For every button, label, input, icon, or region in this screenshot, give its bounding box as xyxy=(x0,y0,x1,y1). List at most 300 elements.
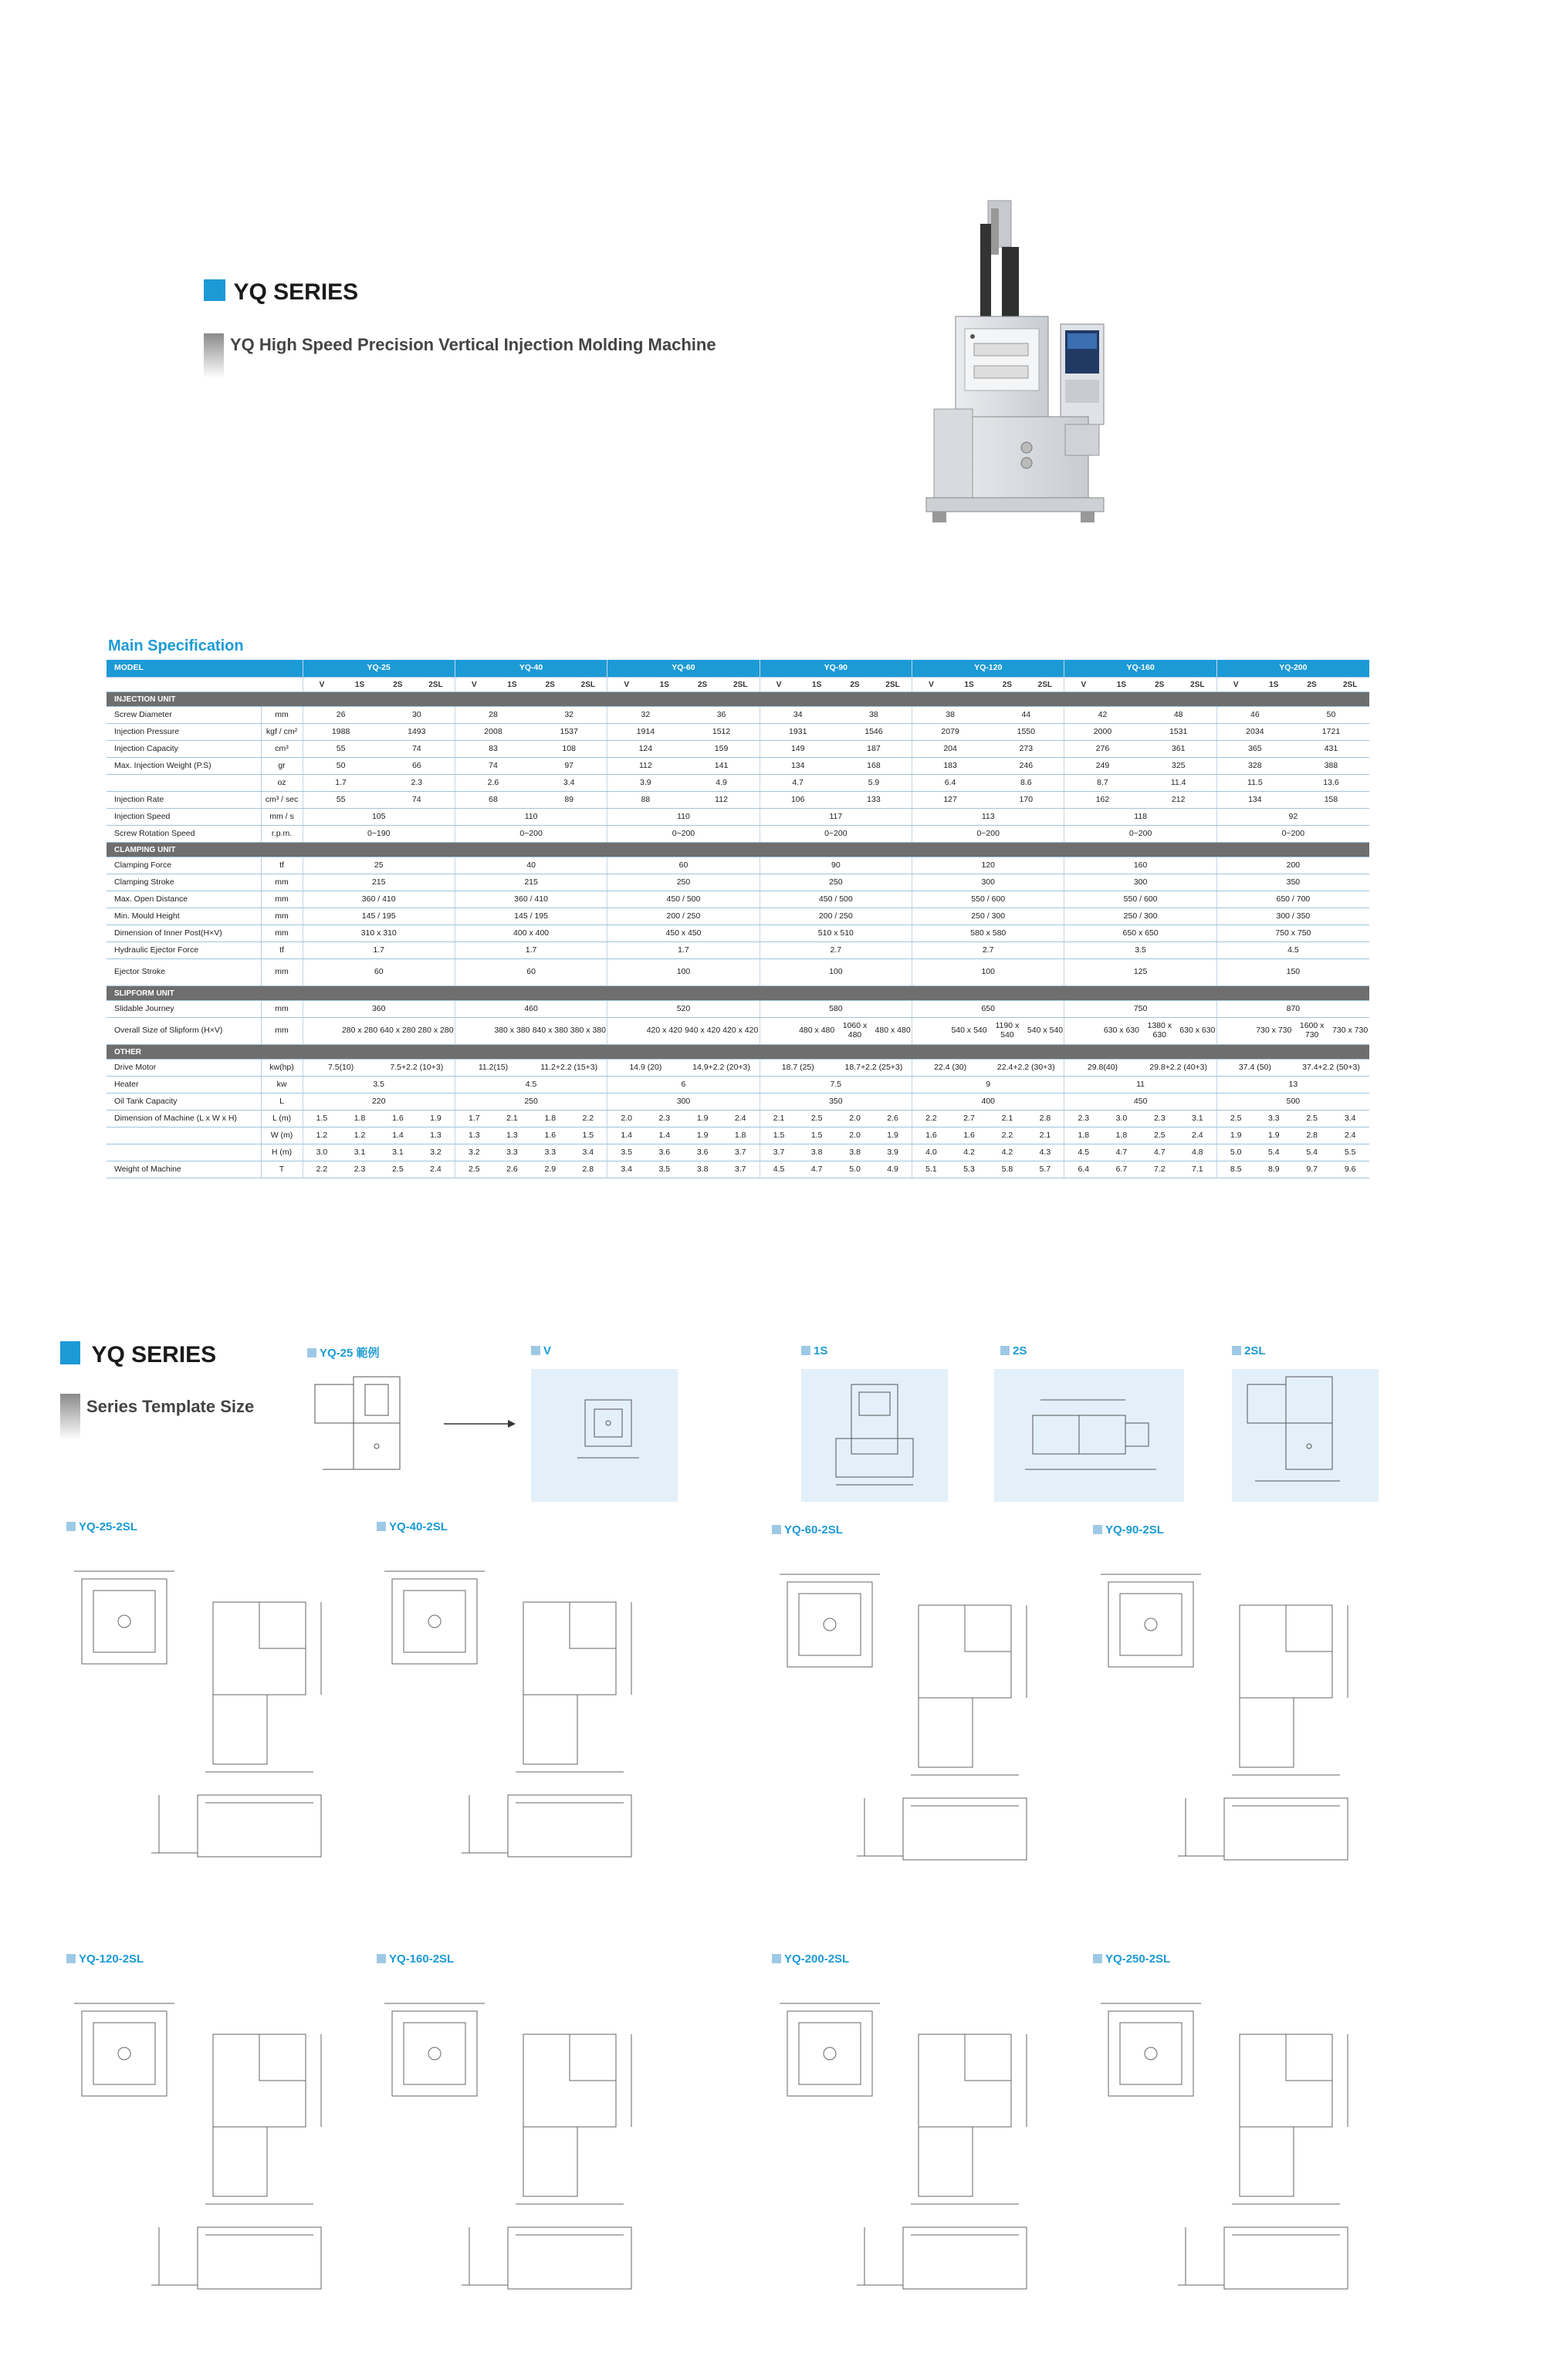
value-cell: 4.7 xyxy=(1102,1144,1140,1161)
template-series-title: YQ SERIES xyxy=(91,1342,217,1367)
row-unit: mm xyxy=(261,1018,303,1045)
value-cell: 5.7 xyxy=(1027,1161,1064,1178)
value-cell: 100 xyxy=(607,959,760,986)
technical-drawing xyxy=(772,1973,1073,2297)
value-cell: 2034 xyxy=(1216,724,1293,741)
value-cell: 30 xyxy=(379,707,455,724)
value-cell xyxy=(1064,1018,1102,1045)
value-cell: 3.8 xyxy=(797,1144,835,1161)
value-cell: 480 x 480 xyxy=(797,1018,835,1045)
label-yq40-2sl: YQ-40-2SL xyxy=(377,1520,448,1533)
spec-row xyxy=(107,707,1369,724)
value-cell: 2.7 xyxy=(912,942,1064,959)
row-unit: mm / s xyxy=(261,809,303,826)
value-cell: 450 x 450 xyxy=(607,925,760,942)
value-cell: 1.2 xyxy=(340,1127,378,1144)
value-cell: 37.4 (50) xyxy=(1216,1060,1293,1077)
value-cell: 2.6 xyxy=(493,1161,531,1178)
value-cell: 280 x 280 xyxy=(340,1018,378,1045)
value-cell: 7.5 xyxy=(760,1077,912,1094)
value-cell: 0~200 xyxy=(760,826,912,843)
spec-row xyxy=(107,826,1369,843)
value-cell: 28 xyxy=(455,707,531,724)
value-cell: 3.7 xyxy=(760,1144,797,1161)
value-cell: 3.5 xyxy=(607,1144,645,1161)
value-cell: 250 / 300 xyxy=(912,908,1064,925)
value-cell: 2.8 xyxy=(1027,1111,1064,1127)
value-cell: 32 xyxy=(607,707,684,724)
label-yq120-2sl: YQ-120-2SL xyxy=(66,1952,144,1966)
value-cell: 11 xyxy=(1064,1077,1216,1094)
label-yq60-2sl: YQ-60-2SL xyxy=(772,1523,843,1537)
value-cell: 5.4 xyxy=(1255,1144,1293,1161)
value-cell: 380 x 380 xyxy=(493,1018,531,1045)
row-label: Drive Motor xyxy=(107,1060,261,1077)
value-cell: 1.6 xyxy=(531,1127,569,1144)
value-cell: 2.3 xyxy=(340,1161,378,1178)
value-cell: 350 xyxy=(760,1094,912,1111)
row-label xyxy=(107,1144,261,1161)
value-cell: 4.5 xyxy=(1216,942,1369,959)
value-cell: 1.7 xyxy=(607,942,760,959)
value-cell: 133 xyxy=(836,792,912,809)
value-cell: 3.6 xyxy=(683,1144,721,1161)
value-cell: 2.1 xyxy=(988,1111,1026,1127)
value-cell: 2.1 xyxy=(493,1111,531,1127)
gradient-bar xyxy=(204,333,224,378)
value-cell: 550 / 600 xyxy=(912,891,1064,908)
value-cell: 36 xyxy=(683,707,760,724)
value-cell: 13 xyxy=(1216,1077,1369,1094)
value-cell: 1060 x 480 xyxy=(836,1018,874,1045)
value-cell: 4.7 xyxy=(1141,1144,1179,1161)
model-name: YQ-25 xyxy=(303,660,455,678)
value-cell: 55 xyxy=(303,792,379,809)
value-cell: 6.4 xyxy=(912,775,989,792)
variant-cell: V xyxy=(1216,678,1254,692)
value-cell: 125 xyxy=(1064,959,1216,986)
value-cell: 300 / 350 xyxy=(1216,908,1369,925)
value-cell: 7.5(10) xyxy=(303,1060,379,1077)
value-cell: 34 xyxy=(760,707,836,724)
value-cell: 32 xyxy=(531,707,607,724)
value-cell: 200 / 250 xyxy=(760,908,912,925)
row-label: Ejector Stroke xyxy=(107,959,261,986)
value-cell: 360 xyxy=(303,1001,455,1018)
value-cell: 1988 xyxy=(303,724,379,741)
value-cell: 4.8 xyxy=(1179,1144,1216,1161)
value-cell: 2.5 xyxy=(797,1111,835,1127)
value-cell: 8.7 xyxy=(1064,775,1141,792)
value-cell: 66 xyxy=(379,758,455,775)
value-cell: 1.8 xyxy=(1102,1127,1140,1144)
variant-cell: 2S xyxy=(836,678,874,692)
value-cell: 3.0 xyxy=(1102,1111,1140,1127)
value-cell: 105 xyxy=(303,809,455,826)
value-cell: 3.6 xyxy=(645,1144,683,1161)
value-cell: 60 xyxy=(607,857,760,874)
value-cell: 83 xyxy=(455,741,531,758)
variant-cell: 2SL xyxy=(1331,678,1369,692)
value-cell: 220 xyxy=(303,1094,455,1111)
value-cell: 246 xyxy=(988,758,1064,775)
value-cell: 310 x 310 xyxy=(303,925,455,942)
value-cell: 350 xyxy=(1216,874,1369,891)
value-cell: 1.6 xyxy=(912,1127,950,1144)
value-cell: 450 / 500 xyxy=(607,891,760,908)
section-title: SLIPFORM UNIT xyxy=(107,986,1369,1001)
value-cell: 420 x 420 xyxy=(645,1018,683,1045)
label-2s: 2S xyxy=(1000,1344,1027,1357)
label-v: V xyxy=(531,1344,551,1357)
value-cell: 1.9 xyxy=(874,1127,912,1144)
value-cell: 60 xyxy=(303,959,455,986)
value-cell: 4.9 xyxy=(683,775,760,792)
value-cell: 100 xyxy=(760,959,912,986)
row-unit: kgf / cm² xyxy=(261,724,303,741)
value-cell: 6.4 xyxy=(1064,1161,1102,1178)
value-cell: 3.1 xyxy=(379,1144,417,1161)
label-yq250-2sl: YQ-250-2SL xyxy=(1093,1952,1170,1966)
value-cell: 2.0 xyxy=(836,1111,874,1127)
value-cell: 3.5 xyxy=(645,1161,683,1178)
value-cell: 4.7 xyxy=(797,1161,835,1178)
value-cell: 4.3 xyxy=(1027,1144,1064,1161)
value-cell: 2.0 xyxy=(607,1111,645,1127)
value-cell: 250 / 300 xyxy=(1064,908,1216,925)
value-cell: 2.2 xyxy=(988,1127,1026,1144)
value-cell: 100 xyxy=(912,959,1064,986)
model-name: YQ-60 xyxy=(607,660,760,678)
value-cell: 215 xyxy=(455,874,607,891)
value-cell: 118 xyxy=(1064,809,1216,826)
value-cell: 520 xyxy=(607,1001,760,1018)
value-cell: 2.4 xyxy=(722,1111,760,1127)
row-label: Min. Mould Height xyxy=(107,908,261,925)
blue-square-icon xyxy=(60,1341,80,1364)
variant-cell: V xyxy=(760,678,797,692)
value-cell: 1.4 xyxy=(379,1127,417,1144)
value-cell: 50 xyxy=(303,758,379,775)
row-unit: L (m) xyxy=(261,1111,303,1127)
value-cell: 124 xyxy=(607,741,684,758)
blue-square-icon xyxy=(204,279,225,301)
row-unit: mm xyxy=(261,874,303,891)
value-cell: 3.4 xyxy=(531,775,607,792)
value-cell: 1.5 xyxy=(569,1127,607,1144)
row-unit: mm xyxy=(261,925,303,942)
row-label: Slidable Journey xyxy=(107,1001,261,1018)
value-cell: 1.4 xyxy=(645,1127,683,1144)
row-label xyxy=(107,1127,261,1144)
value-cell: 431 xyxy=(1293,741,1369,758)
value-cell: 3.9 xyxy=(874,1144,912,1161)
value-cell: 1.6 xyxy=(950,1127,988,1144)
value-cell: 38 xyxy=(836,707,912,724)
value-cell: 2.2 xyxy=(569,1111,607,1127)
series-header xyxy=(204,279,358,307)
value-cell: 250 xyxy=(455,1094,607,1111)
value-cell: 325 xyxy=(1141,758,1217,775)
value-cell: 8.5 xyxy=(1216,1161,1254,1178)
template-2s-box xyxy=(994,1369,1184,1502)
value-cell: 3.9 xyxy=(607,775,684,792)
value-cell: 40 xyxy=(455,857,607,874)
value-cell: 420 x 420 xyxy=(722,1018,760,1045)
value-cell: 5.3 xyxy=(950,1161,988,1178)
value-cell: 68 xyxy=(455,792,531,809)
row-label: Clamping Force xyxy=(107,857,261,874)
value-cell: 1.4 xyxy=(607,1127,645,1144)
row-label: Clamping Stroke xyxy=(107,874,261,891)
value-cell xyxy=(760,1018,797,1045)
value-cell: 160 xyxy=(1064,857,1216,874)
model-row xyxy=(107,660,1369,678)
value-cell: 360 / 410 xyxy=(303,891,455,908)
row-label: Dimension of Inner Post(H×V) xyxy=(107,925,261,942)
blank-cell xyxy=(107,678,303,692)
value-cell xyxy=(455,1018,492,1045)
variant-cell: V xyxy=(303,678,340,692)
value-cell: 74 xyxy=(379,792,455,809)
row-label: Dimension of Machine (L x W x H) xyxy=(107,1111,261,1127)
value-cell: 25 xyxy=(303,857,455,874)
spec-row xyxy=(107,724,1369,741)
spec-row xyxy=(107,1077,1369,1094)
value-cell: 14.9 (20) xyxy=(607,1060,684,1077)
row-label xyxy=(107,775,261,792)
value-cell: 1.9 xyxy=(683,1127,721,1144)
row-unit: tf xyxy=(261,942,303,959)
value-cell: 650 x 650 xyxy=(1064,925,1216,942)
value-cell: 2.9 xyxy=(531,1161,569,1178)
spec-row xyxy=(107,775,1369,792)
variant-cell: 1S xyxy=(1255,678,1293,692)
section-row xyxy=(107,986,1369,1001)
value-cell: 74 xyxy=(379,741,455,758)
value-cell: 280 x 280 xyxy=(417,1018,455,1045)
value-cell: 1.6 xyxy=(379,1111,417,1127)
value-cell: 3.5 xyxy=(1064,942,1216,959)
spec-row xyxy=(107,891,1369,908)
spec-table xyxy=(107,660,1369,1178)
value-cell: 2.4 xyxy=(417,1161,455,1178)
value-cell: 37.4+2.2 (50+3) xyxy=(1293,1060,1369,1077)
technical-drawing xyxy=(66,1973,367,2297)
spec-row xyxy=(107,1111,1369,1127)
value-cell: 134 xyxy=(1216,792,1293,809)
row-label: Injection Rate xyxy=(107,792,261,809)
variant-cell: 2SL xyxy=(417,678,455,692)
value-cell: 3.2 xyxy=(455,1144,492,1161)
value-cell: 0~190 xyxy=(303,826,455,843)
spec-row xyxy=(107,741,1369,758)
value-cell: 7.1 xyxy=(1179,1161,1216,1178)
value-cell: 550 / 600 xyxy=(1064,891,1216,908)
value-cell: 145 / 195 xyxy=(303,908,455,925)
row-label: Screw Rotation Speed xyxy=(107,826,261,843)
row-unit: mm xyxy=(261,959,303,986)
value-cell: 1.3 xyxy=(417,1127,455,1144)
value-cell: 5.0 xyxy=(836,1161,874,1178)
value-cell: 108 xyxy=(531,741,607,758)
value-cell: 750 xyxy=(1064,1001,1216,1018)
spec-row xyxy=(107,1161,1369,1178)
value-cell: 18.7 (25) xyxy=(760,1060,836,1077)
value-cell: 2.3 xyxy=(645,1111,683,1127)
value-cell: 1.9 xyxy=(417,1111,455,1127)
value-cell: 650 / 700 xyxy=(1216,891,1369,908)
value-cell: 11.5 xyxy=(1216,775,1293,792)
value-cell: 200 xyxy=(1216,857,1369,874)
value-cell: 1.3 xyxy=(455,1127,492,1144)
value-cell: 3.3 xyxy=(1255,1111,1293,1127)
value-cell: 2.5 xyxy=(1293,1111,1331,1127)
value-cell: 1.9 xyxy=(1216,1127,1254,1144)
value-cell: 89 xyxy=(531,792,607,809)
value-cell: 1721 xyxy=(1293,724,1369,741)
value-cell: 388 xyxy=(1293,758,1369,775)
technical-drawing xyxy=(66,1540,367,1864)
value-cell: 2.3 xyxy=(379,775,455,792)
value-cell: 0~200 xyxy=(455,826,607,843)
template-1s-box xyxy=(801,1369,948,1502)
value-cell: 2.3 xyxy=(1141,1111,1179,1127)
value-cell: 74 xyxy=(455,758,531,775)
value-cell: 168 xyxy=(836,758,912,775)
value-cell: 1914 xyxy=(607,724,684,741)
value-cell: 1546 xyxy=(836,724,912,741)
value-cell: 361 xyxy=(1141,741,1217,758)
value-cell: 540 x 540 xyxy=(1027,1018,1064,1045)
technical-drawing xyxy=(772,1543,1073,1868)
value-cell xyxy=(303,1018,340,1045)
value-cell: 127 xyxy=(912,792,989,809)
value-cell: 450 / 500 xyxy=(760,891,912,908)
model-name: YQ-120 xyxy=(912,660,1064,678)
value-cell: 212 xyxy=(1141,792,1217,809)
row-label: Oil Tank Capacity xyxy=(107,1094,261,1111)
row-unit: cm³ / sec xyxy=(261,792,303,809)
value-cell: 1537 xyxy=(531,724,607,741)
spec-row xyxy=(107,874,1369,891)
value-cell: 1600 x 730 xyxy=(1293,1018,1331,1045)
value-cell: 1531 xyxy=(1141,724,1217,741)
value-cell: 840 x 380 xyxy=(531,1018,569,1045)
page-subtitle: YQ High Speed Precision Vertical Injection Molding Machine xyxy=(230,335,716,354)
value-cell: 110 xyxy=(607,809,760,826)
value-cell: 4.5 xyxy=(760,1161,797,1178)
row-label: Injection Pressure xyxy=(107,724,261,741)
value-cell: 2079 xyxy=(912,724,989,741)
label-yq160-2sl: YQ-160-2SL xyxy=(377,1952,454,1966)
value-cell: 55 xyxy=(303,741,379,758)
value-cell: 510 x 510 xyxy=(760,925,912,942)
variant-cell: 2SL xyxy=(569,678,607,692)
variant-cell: 2SL xyxy=(722,678,760,692)
value-cell: 200 / 250 xyxy=(607,908,760,925)
value-cell: 2.5 xyxy=(1216,1111,1254,1127)
value-cell: 4.2 xyxy=(950,1144,988,1161)
value-cell: 6 xyxy=(607,1077,760,1094)
value-cell: 4.5 xyxy=(1064,1144,1102,1161)
value-cell: 2.3 xyxy=(1064,1111,1102,1127)
value-cell: 3.3 xyxy=(493,1144,531,1161)
row-unit: T xyxy=(261,1161,303,1178)
value-cell: 460 xyxy=(455,1001,607,1018)
value-cell: 9.7 xyxy=(1293,1161,1331,1178)
value-cell: 3.8 xyxy=(836,1144,874,1161)
value-cell: 4.0 xyxy=(912,1144,950,1161)
value-cell: 18.7+2.2 (25+3) xyxy=(836,1060,912,1077)
value-cell: 650 xyxy=(912,1001,1064,1018)
value-cell: 113 xyxy=(912,809,1064,826)
row-unit: W (m) xyxy=(261,1127,303,1144)
row-unit: mm xyxy=(261,1001,303,1018)
label-yq200-2sl: YQ-200-2SL xyxy=(772,1952,849,1966)
value-cell: 0~200 xyxy=(912,826,1064,843)
value-cell: 300 xyxy=(912,874,1064,891)
value-cell: 730 x 730 xyxy=(1331,1018,1369,1045)
variant-cell: V xyxy=(455,678,492,692)
variant-cell: 1S xyxy=(1102,678,1140,692)
label-1s: 1S xyxy=(801,1344,827,1357)
model-name: YQ-160 xyxy=(1064,660,1216,678)
spec-title: Main Specification xyxy=(108,637,244,654)
value-cell: 1.8 xyxy=(1064,1127,1102,1144)
value-cell: 2.5 xyxy=(379,1161,417,1178)
value-cell: 870 xyxy=(1216,1001,1369,1018)
arrow-icon xyxy=(440,1412,517,1435)
value-cell: 1.5 xyxy=(797,1127,835,1144)
spec-row xyxy=(107,809,1369,826)
value-cell: 13.6 xyxy=(1293,775,1369,792)
spec-row xyxy=(107,1001,1369,1018)
value-cell: 365 xyxy=(1216,741,1293,758)
row-unit: tf xyxy=(261,857,303,874)
value-cell: 92 xyxy=(1216,809,1369,826)
template-v-box xyxy=(531,1369,678,1502)
value-cell xyxy=(912,1018,950,1045)
value-cell: 90 xyxy=(760,857,912,874)
value-cell: 360 / 410 xyxy=(455,891,607,908)
value-cell: 0~200 xyxy=(1064,826,1216,843)
variant-cell: V xyxy=(912,678,950,692)
value-cell: 50 xyxy=(1293,707,1369,724)
spec-row xyxy=(107,1018,1369,1045)
row-label: Injection Speed xyxy=(107,809,261,826)
template-subtitle: Series Template Size xyxy=(86,1397,255,1416)
value-cell: 540 x 540 xyxy=(950,1018,988,1045)
value-cell: 1.9 xyxy=(1255,1127,1293,1144)
value-cell: 8.6 xyxy=(988,775,1064,792)
value-cell: 1.7 xyxy=(303,942,455,959)
value-cell: 7.2 xyxy=(1141,1161,1179,1178)
variant-cell: 2S xyxy=(1293,678,1331,692)
value-cell: 22.4 (30) xyxy=(912,1060,989,1077)
value-cell: 3.4 xyxy=(569,1144,607,1161)
value-cell: 2.8 xyxy=(569,1161,607,1178)
value-cell: 580 xyxy=(760,1001,912,1018)
value-cell: 2.6 xyxy=(455,775,531,792)
section-row xyxy=(107,843,1369,857)
technical-drawing xyxy=(1093,1543,1394,1868)
value-cell: 97 xyxy=(531,758,607,775)
value-cell: 117 xyxy=(760,809,912,826)
value-cell: 1190 x 540 xyxy=(988,1018,1026,1045)
value-cell: 1493 xyxy=(379,724,455,741)
value-cell: 141 xyxy=(683,758,760,775)
